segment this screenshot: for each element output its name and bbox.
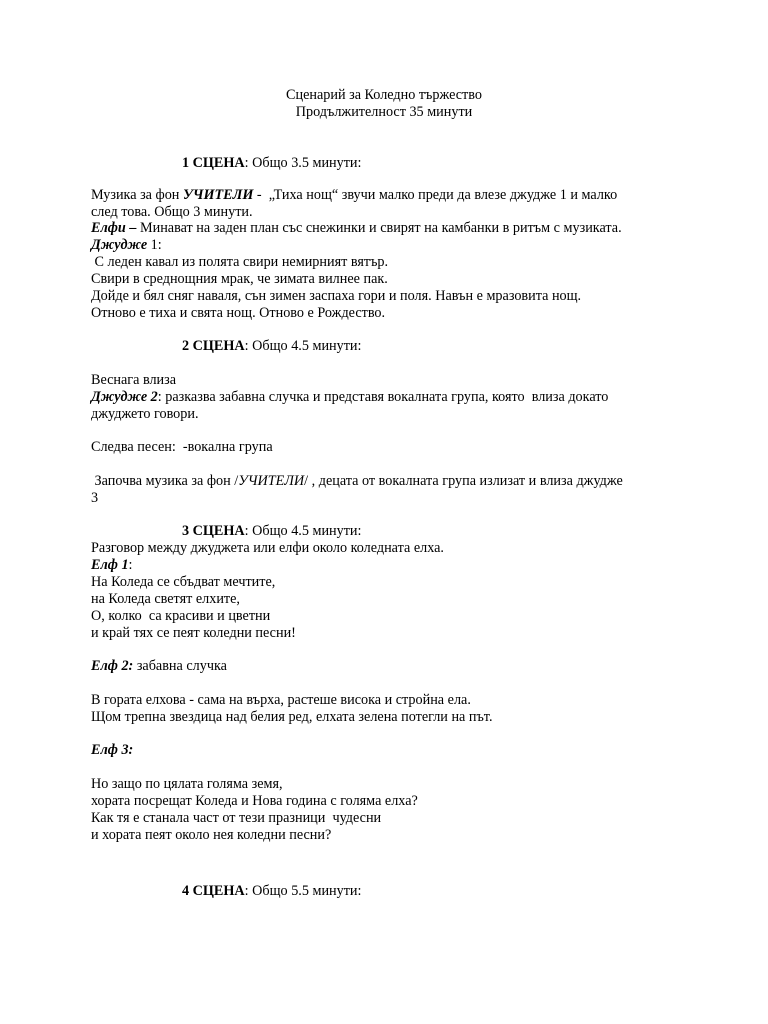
elf-3-poem-line: хората посрещат Коледа и Нова година с голяма елха? — [91, 793, 418, 809]
elf-3-poem-line: и хората пеят около нея коледни песни? — [91, 827, 332, 843]
scene-4-title: 4 СЦЕНА — [182, 883, 245, 899]
scene-1-poem-line: Свири в среднощния мрак, че зимата вилнее пак. — [91, 271, 388, 287]
dwarf-1-label: Джудже — [91, 237, 148, 253]
scene-3-talk: Разговор между джуджета или елфи около коледната елха. — [91, 540, 444, 556]
elf-1-colon: : — [128, 557, 133, 573]
scene-2-enters: Веснага влиза — [91, 372, 177, 388]
document-duration: Продължителност 35 минути — [295, 104, 473, 120]
scene-1-music-line-2: след това. Общо 3 минути. — [91, 204, 253, 220]
scene-1-music-line — [91, 187, 617, 204]
story-line: Щом трепна звездица над белия ред, елхата зелена потегли на път. — [91, 709, 493, 725]
scene-3-meta: : Общо 4.5 минути: — [244, 523, 362, 539]
scene-3-title: 3 СЦЕНА — [182, 523, 245, 539]
elf-2-text: забавна случка — [133, 658, 227, 674]
scene-1-heading — [182, 155, 361, 172]
scene-1-dwarf-line — [91, 237, 162, 254]
dwarf-2-label: Джудже 2 — [91, 389, 158, 405]
elf-3-poem-line: Как тя е станала част от тези празници чудесни — [91, 810, 382, 826]
elf-2-line — [91, 658, 227, 675]
scene-1-poem-line: С леден кавал из полята свири немирният вятър. — [91, 254, 389, 270]
document-title: Сценарий за Коледно тържество — [286, 87, 482, 103]
story-line: В гората елхова - сама на върха, растеше висока и стройна ела. — [91, 692, 471, 708]
scene-2-teachers: УЧИТЕЛИ — [238, 473, 305, 489]
elf-1-poem-line: О, колко са красиви и цветни — [91, 608, 271, 624]
scene-1-poem-line: Дойде и бял сняг наваля, сън зимен заспаха гори и поля. Навън е мразовита нощ. — [91, 288, 582, 304]
scene-2-meta: : Общо 4.5 минути: — [244, 338, 362, 354]
dwarf-2-text: : разказва забавна случка и представя вокалната група, която влиза докато — [157, 389, 609, 405]
elf-1-label: Елф 1 — [91, 557, 129, 573]
elf-2-label: Елф 2: — [91, 658, 134, 674]
elf-3-label: Елф 3: — [91, 742, 134, 758]
scene-2-music-line-2: 3 — [91, 490, 99, 506]
scene-4-meta: : Общо 5.5 минути: — [244, 883, 362, 899]
scene-1-title: 1 СЦЕНА — [182, 155, 245, 171]
dwarf-1-number: 1: — [147, 237, 162, 253]
elves-label: Елфи – — [91, 220, 137, 236]
scene-1-music-pre: Музика за фон — [91, 187, 183, 203]
elf-1-poem-line: На Коледа се сбъдват мечтите, — [91, 574, 276, 590]
elf-3-line — [91, 742, 133, 759]
scene-1-meta: : Общо 3.5 минути: — [244, 155, 362, 171]
scene-2-title: 2 СЦЕНА — [182, 338, 245, 354]
scene-4-heading — [182, 883, 361, 900]
elf-1-line — [91, 557, 133, 574]
scene-2-dwarf-line — [91, 389, 608, 406]
scene-2-dwarf-line-2: джуджето говори. — [91, 406, 199, 422]
elves-text: Минават на заден план със снежинки и свирят на камбанки в ритъм с музиката. — [136, 220, 622, 236]
elf-1-poem-line: и край тях се пеят коледни песни! — [91, 625, 296, 641]
scene-1-teachers: УЧИТЕЛИ — [182, 187, 254, 203]
elf-1-poem-line: на Коледа светят елхите, — [91, 591, 240, 607]
scene-2-music-line — [91, 473, 623, 490]
scene-1-music-post: - „Тиха нощ“ звучи малко преди да влезе джудже 1 и малко — [253, 187, 618, 203]
elf-3-poem-line: Но защо по цялата голяма земя, — [91, 776, 283, 792]
scene-1-poem-line: Отново е тиха и свята нощ. Отново е Рождество. — [91, 305, 386, 321]
scene-2-music-post: / , децата от вокалната група излизат и влиза джудже — [304, 473, 623, 489]
scene-2-song: Следва песен: -вокална група — [91, 439, 273, 455]
scene-3-heading — [182, 523, 361, 540]
scene-2-music-pre: Започва музика за фон / — [91, 473, 239, 489]
scene-2-heading — [182, 338, 361, 355]
scene-1-elves-line — [91, 220, 622, 237]
